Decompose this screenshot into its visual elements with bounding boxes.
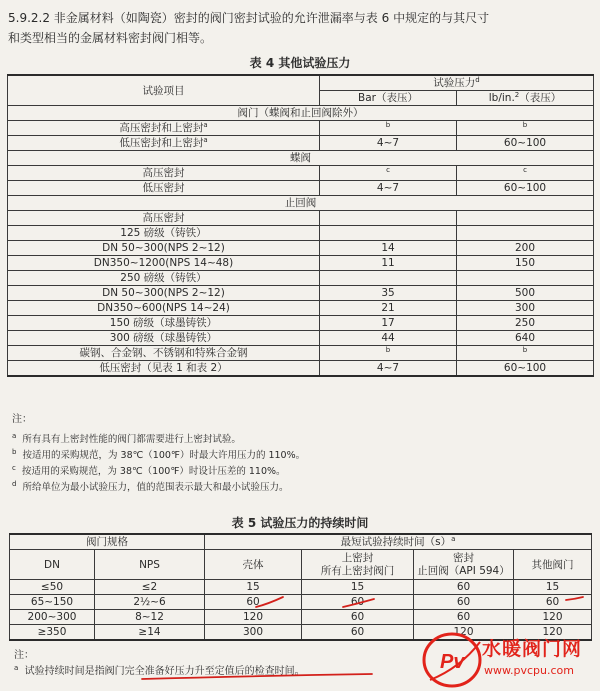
backseat-cell: 60 (302, 610, 414, 625)
lb-value-cell: 60~100 (457, 361, 594, 377)
test-item-cell: DN350~600(NPS 14~24) (8, 301, 320, 316)
section-label: 蝶阀 (8, 151, 594, 166)
bar-value-cell: c (320, 166, 457, 181)
header-dn: DN (10, 550, 95, 580)
other-valves-cell: 120 (514, 610, 592, 625)
bar-value-cell: 14 (320, 241, 457, 256)
lb-value-cell: b (457, 346, 594, 361)
svg-text:Pv: Pv (440, 651, 465, 673)
dn-cell: 200~300 (10, 610, 95, 625)
header-test-pressure: 试验压力$^d$ (320, 75, 594, 91)
other-valves-cell: 120 (514, 625, 592, 641)
test-item-cell: 高压密封和上密封$^a$ (8, 121, 320, 136)
test-item-cell: 低压密封和上密封$^a$ (8, 136, 320, 151)
test-item-cell: 低压密封 (8, 181, 320, 196)
note-item: $^d$ 所给单位为最小试验压力，值的范围表示最大和最小试验压力。 (12, 480, 289, 493)
lb-value-cell: c (457, 166, 594, 181)
underline-backseat-60 (343, 599, 374, 607)
underline-other-60 (566, 597, 583, 600)
header-lb: lb/in.$^2$（表压） (457, 91, 594, 106)
other-valves-cell: 60 (514, 595, 592, 610)
bar-value-cell: 35 (320, 286, 457, 301)
backseat-cell: 60 (302, 595, 414, 610)
bar-value-cell: 4~7 (320, 361, 457, 377)
test-item-cell: DN 50~300(NPS 2~12) (8, 241, 320, 256)
lb-value-cell: 150 (457, 256, 594, 271)
intro-line-2: 和类型相当的金属材料密封阀门相等。 (8, 31, 213, 45)
shell-cell: 300 (205, 625, 302, 641)
shell-cell: 60 (205, 595, 302, 610)
header-backseat: 上密封 所有上密封阀门 (302, 550, 414, 580)
backseat-cell: 15 (302, 580, 414, 595)
dn-cell: ≤50 (10, 580, 95, 595)
test-item-cell: 125 磅级（铸铁） (8, 226, 320, 241)
bar-value-cell: 21 (320, 301, 457, 316)
lb-value-cell: 250 (457, 316, 594, 331)
nps-cell: ≥14 (95, 625, 205, 641)
intro-line-1: 5.9.2.2 非金属材料（如陶瓷）密封的阀门密封试验的允许泄漏率与表 6 中规定的与其尺寸 (8, 11, 490, 25)
lb-value-cell: 60~100 (457, 181, 594, 196)
header-valve-size: 阀门规格 (10, 534, 205, 550)
header-test-item: 试验项目 (8, 75, 320, 106)
watermark-url: www.pvcpu.com (484, 664, 574, 677)
check-valve-cell: 60 (414, 595, 514, 610)
header-bar: Bar（表压） (320, 91, 457, 106)
test-item-cell: 高压密封 (8, 166, 320, 181)
table4-caption: 表 4 其他试验压力 (249, 56, 351, 70)
lb-value-cell: 500 (457, 286, 594, 301)
bar-value-cell: 17 (320, 316, 457, 331)
check-valve-cell: 60 (414, 610, 514, 625)
test-item-cell: DN350~1200(NPS 14~48) (8, 256, 320, 271)
shell-cell: 15 (205, 580, 302, 595)
note-item: $^a$ 所有具有上密封性能的阀门都需要进行上密封试验。 (12, 432, 241, 445)
bar-value-cell: b (320, 121, 457, 136)
check-valve-cell: 120 (414, 625, 514, 641)
shell-cell: 120 (205, 610, 302, 625)
underline-shell-60 (256, 597, 283, 607)
header-other-valves: 其他阀门 (514, 550, 592, 580)
underline-note-text (142, 674, 372, 679)
notes-title: 注： (14, 650, 34, 661)
test-item-cell: 低压密封（见表 1 和表 2） (8, 361, 320, 377)
nps-cell: 2½~6 (95, 595, 205, 610)
test-item-cell: 高压密封 (8, 211, 320, 226)
note-item: $^c$ 按适用的采购规范，为 38℃（100℉）时设计压差的 110%。 (12, 464, 286, 477)
check-valve-cell: 60 (414, 580, 514, 595)
bar-value-cell: 11 (320, 256, 457, 271)
header-nps: NPS (95, 550, 205, 580)
test-item-cell: DN 50~300(NPS 2~12) (8, 286, 320, 301)
header-min-duration: 最短试验持续时间$(s)^a$ (205, 534, 592, 550)
lb-value-cell: b (457, 121, 594, 136)
lb-value-cell: 640 (457, 331, 594, 346)
bar-value-cell: 4~7 (320, 181, 457, 196)
header-seal: 密封 止回阀（API 594） (414, 550, 514, 580)
other-valves-cell: 15 (514, 580, 592, 595)
test-item-cell: 300 磅级（球墨铸铁） (8, 331, 320, 346)
bar-value-cell: 44 (320, 331, 457, 346)
watermark-brand: 水暖阀门网 (482, 638, 583, 660)
nps-cell: ≤2 (95, 580, 205, 595)
test-item-cell: 250 磅级（铸铁） (8, 271, 320, 286)
note-a: $^a$ 试验持续时间是指阀门完全准备好压力升至定值后的检查时间。 (14, 664, 305, 677)
note-item: $^b$ 按适用的采购规范，为 38℃（100℉）时最大许用压力的 110%。 (12, 448, 306, 461)
section-label: 止回阀 (8, 196, 594, 211)
lb-value-cell: 60~100 (457, 136, 594, 151)
header-shell: 壳体 (205, 550, 302, 580)
test-item-cell: 150 磅级（球墨铸铁） (8, 316, 320, 331)
section-label: 阀门（蝶阀和止回阀除外） (8, 106, 594, 121)
notes-title: 注： (12, 414, 32, 425)
test-item-cell: 碳钢、合金钢、不锈钢和特殊合金钢 (8, 346, 320, 361)
bar-value-cell: b (320, 346, 457, 361)
dn-cell: 65~150 (10, 595, 95, 610)
dn-cell: ≥350 (10, 625, 95, 641)
lb-value-cell: 200 (457, 241, 594, 256)
nps-cell: 8~12 (95, 610, 205, 625)
bar-value-cell: 4~7 (320, 136, 457, 151)
lb-value-cell: 300 (457, 301, 594, 316)
table5-caption: 表 5 试验压力的持续时间 (231, 516, 369, 530)
backseat-cell: 60 (302, 625, 414, 641)
